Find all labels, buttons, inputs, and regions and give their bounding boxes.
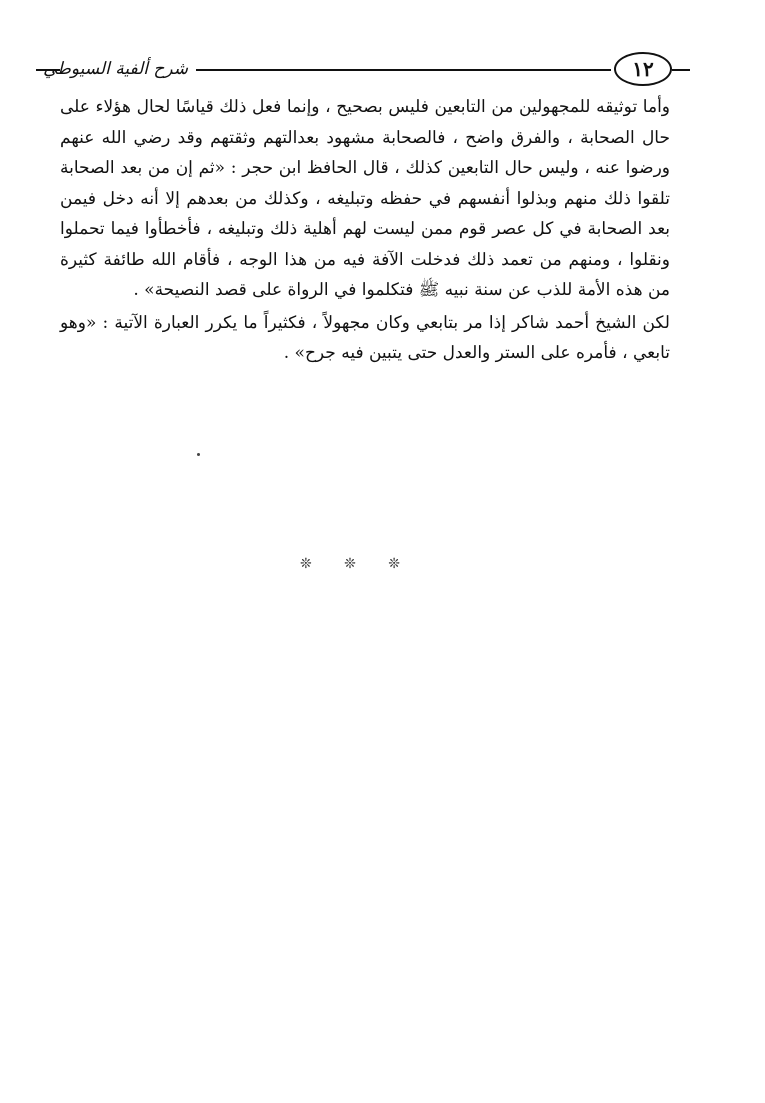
separator-star-icon: ❊ bbox=[300, 556, 312, 572]
running-title: شرح ألفية السيوطي bbox=[43, 59, 188, 79]
page-number-text: ١٢ bbox=[632, 57, 654, 81]
stray-dot bbox=[197, 453, 200, 456]
body-text bbox=[60, 92, 670, 369]
page-number bbox=[614, 52, 672, 86]
separator-star-icon: ❊ bbox=[344, 556, 356, 572]
paragraph-1: وأما توثيقه للمجهولين من التابعين فليس بصحيح ، وإنما فعل ذلك قياسًا لحال هؤلاء على حال الصحابة ، والفرق واضح ، فالصحابة مشهود بعدالتهم وثقتهم وقد رضي الله عنهم ورضوا عنه ، وليس حال التابعين كذلك ، قال الحافظ ابن حجر : «ثم إن من بعد الصحابة تلقوا ذلك منهم وبذلوا أنفسهم في حفظه وتبليغه ، وكذلك من بعدهم إلا أنه دخل فيمن بعد الصحابة في كل عصر قوم ممن ليست لهم أهلية ذلك وتبليغه ، فأخطأوا فيما تحملوا ونقلوا ، ومنهم من تعمد ذلك فدخلت الآفة فيه من هذا الوجه ، فأقام الله طائفة كثيرة من هذه الأمة للذب عن سنة نبيه ﷺ فتكلموا في الرواة على قصد النصيحة» . bbox=[60, 97, 670, 300]
header-right-dash bbox=[672, 69, 690, 71]
page-header bbox=[36, 48, 726, 92]
header-rule bbox=[196, 69, 611, 71]
paragraph-2: لكن الشيخ أحمد شاكر إذا مر بتابعي وكان مجهولاً ، فكثيراً ما يكرر العبارة الآتية : «وهو تابعي ، فأمره على الستر والعدل حتى يتبين فيه جرح» . bbox=[60, 312, 670, 363]
section-separator bbox=[300, 556, 400, 576]
separator-star-icon: ❊ bbox=[388, 556, 400, 572]
